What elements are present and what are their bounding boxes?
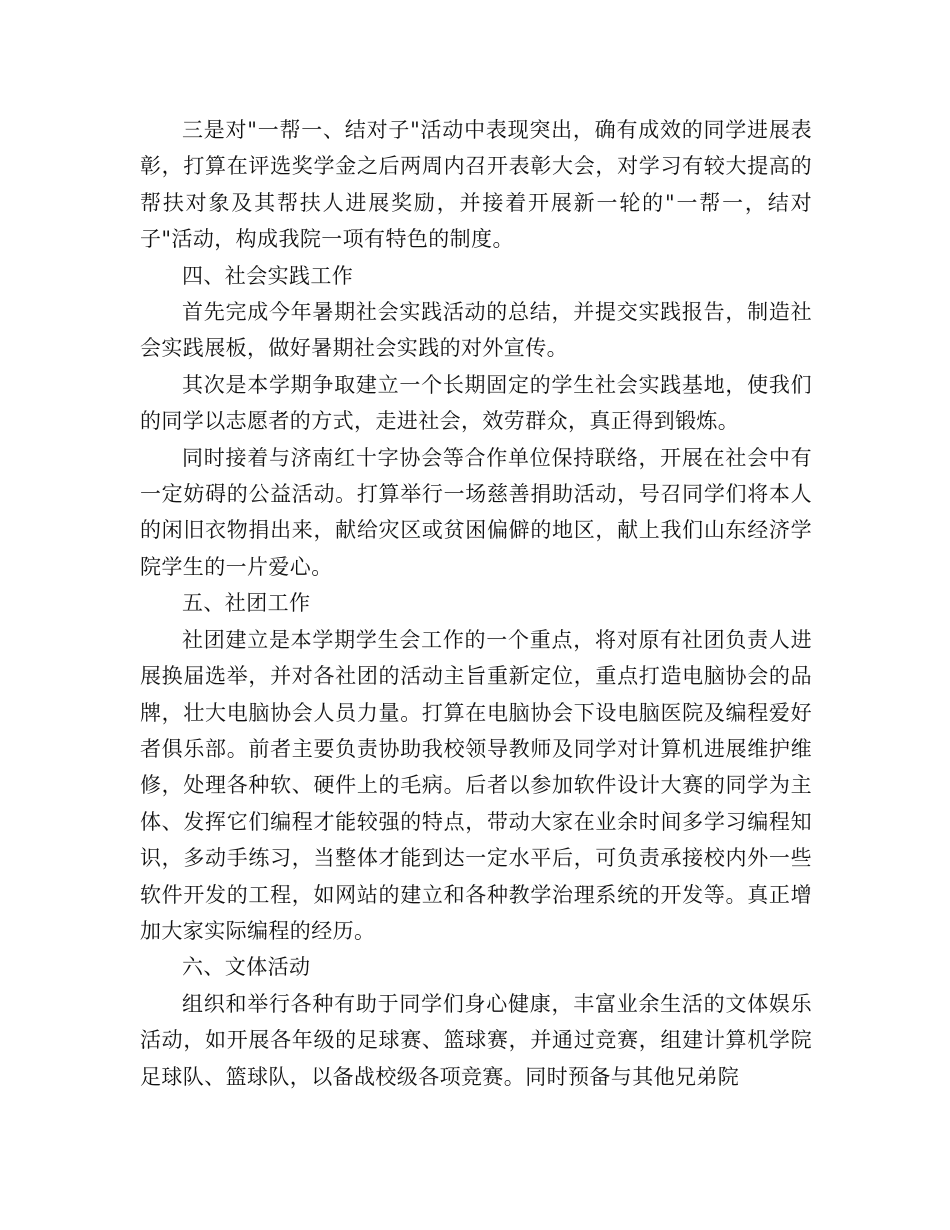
paragraph-red-cross: 同时接着与济南红十字协会等合作单位保持联络，开展在社会中有一定妨碍的公益活动。打算举行一场慈善捐助活动，号召同学们将本人的闲旧衣物捐出来，献给灾区或贫困偏僻的地区，献上我们山东经济学院学生的一片爱心。 [140,445,812,579]
paragraph-club-building: 社团建立是本学期学生会工作的一个重点，将对原有社团负责人进展换届选举，并对各社团的活动主旨重新定位，重点打造电脑协会的品牌，壮大电脑协会人员力量。打算在电脑协会下设电脑医院及编程爱好者俱乐部。前者主要负责协助我校领导教师及同学对计算机进展维护维修，处理各种软、硬件上的毛病。后者以参加软件设计大赛的同学为主体、发挥它们编程才能较强的特点，带动大家在业余时间多学习编程知识，多动手练习，当整体才能到达一定水平后，可负责承接校内外一些软件开发的工程，如网站的建立和各种教学治理系统的开发等。真正增加大家实际编程的经历。 [140,627,812,943]
section-heading-clubs: 五、社团工作 [182,591,311,616]
section-heading-social-practice: 四、社会实践工作 [182,263,354,288]
paragraph-commendation: 三是对"一帮一、结对子"活动中表现突出，确有成效的同学进展表彰，打算在评选奖学金之后两周内召开表彰大会，对学习有较大提高的帮扶对象及其帮扶人进展奖励，并接着开展新一轮的"一帮一，结对子"活动，构成我院一项有特色的制度。 [140,118,812,252]
paragraph-practice-base: 其次是本学期争取建立一个长期固定的学生社会实践基地，使我们的同学以志愿者的方式，走进社会，效劳群众，真正得到锻炼。 [140,372,812,434]
paragraph-summer-practice: 首先完成今年暑期社会实践活动的总结，并提交实践报告，制造社会实践展板，做好暑期社会实践的对外宣传。 [140,300,812,361]
document-body [140,112,812,1095]
section-heading-sports: 六、文体活动 [182,955,311,980]
paragraph-sports-activities: 组织和举行各种有助于同学们身心健康，丰富业余生活的文体娱乐活动，如开展各年级的足球赛、篮球赛，并通过竞赛，组建计算机学院足球队、篮球队，以备战校级各项竞赛。同时预备与其他兄弟院 [140,991,812,1089]
